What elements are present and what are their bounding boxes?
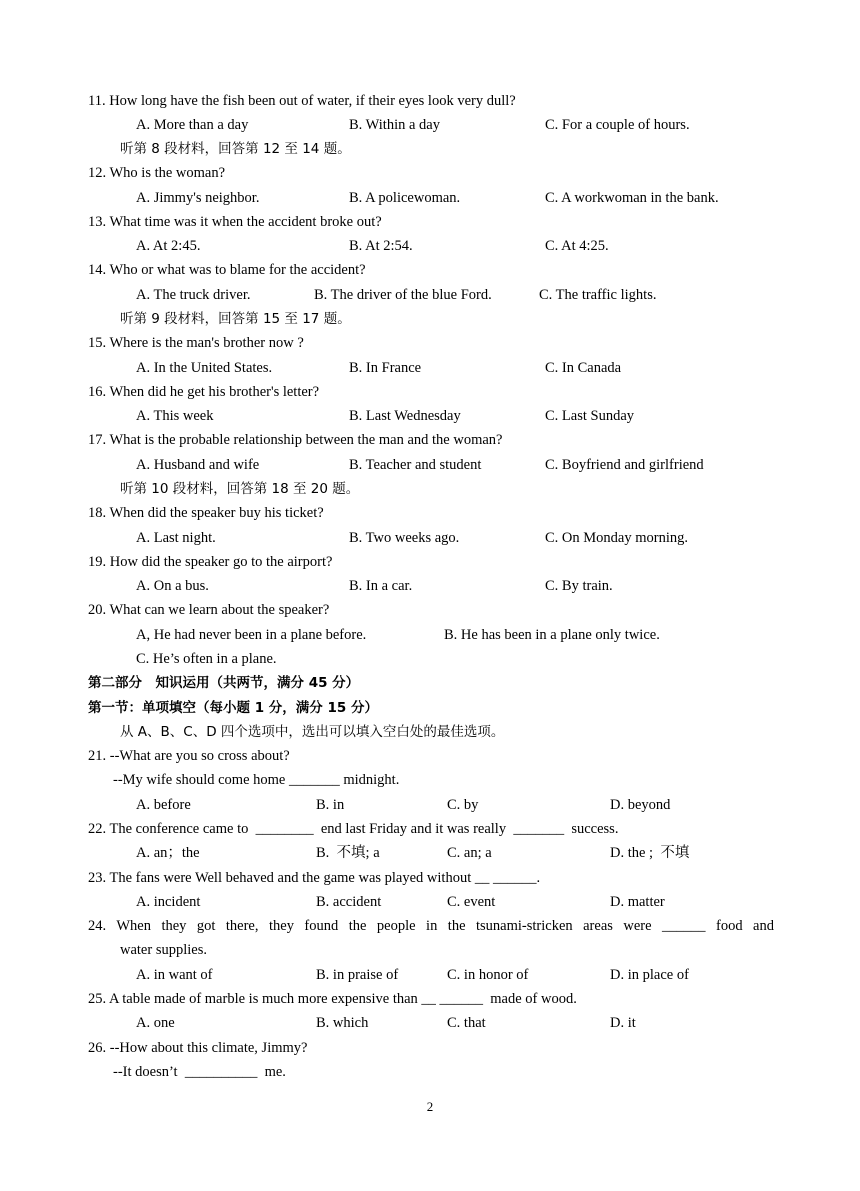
question-16: 16. When did he get his brother's letter? [88,384,320,400]
question-21: 21. --What are you so cross about? [88,748,290,764]
q11-option-b: B. Within a day [349,117,440,133]
q25-option-d: D. it [610,1015,636,1031]
q17-option-c: C. Boyfriend and girlfriend [545,457,704,473]
q23-option-c: C. event [447,894,496,910]
q13-option-c: C. At 4:25. [545,238,609,254]
section-8-instruction: 听第 8 段材料，回答第 12 至 14 题。 [120,141,351,157]
q17-option-a: A. Husband and wife [136,457,260,473]
question-15: 15. Where is the man's brother now ? [88,335,304,351]
section-9-instruction: 听第 9 段材料，回答第 15 至 17 题。 [120,311,351,327]
question-23: 23. The fans were Well behaved and the game was played without __ ______. [88,870,541,886]
q24-option-a: A. in want of [136,967,213,983]
q18-option-b: B. Two weeks ago. [349,530,460,546]
q21-option-a: A. before [136,797,191,813]
question-24: 24. When they got there, they found the people in the tsunami-stricken areas were ______ food and [88,918,774,934]
q12-option-c: C. A workwoman in the bank. [545,190,719,206]
question-24-line-2: water supplies. [120,942,207,958]
q15-option-c: C. In Canada [545,360,622,376]
question-11: 11. How long have the fish been out of water, if their eyes look very dull? [88,93,516,109]
q20-option-b: B. He has been in a plane only twice. [444,627,660,643]
q20-option-c: C. He’s often in a plane. [136,651,277,667]
q14-option-a: A. The truck driver. [136,287,251,303]
question-22: 22. The conference came to ________ end last Friday and it was really _______ success. [88,821,619,837]
section-one-instruction: 从 A、B、C、D 四个选项中，选出可以填入空白处的最佳选项。 [120,724,505,740]
section-10-instruction: 听第 10 段材料，回答第 18 至 20 题。 [120,481,360,497]
q13-option-b: B. At 2:54. [349,238,413,254]
q16-option-b: B. Last Wednesday [349,408,461,424]
q20-option-a: A, He had never been in a plane before. [136,627,367,643]
question-25: 25. A table made of marble is much more expensive than __ ______ made of wood. [88,991,577,1007]
q14-option-c: C. The traffic lights. [539,287,657,303]
page-number: 2 [426,1099,434,1114]
q11-option-a: A. More than a day [136,117,249,133]
q24-option-b: B. in praise of [316,967,399,983]
q21-option-d: D. beyond [610,797,671,813]
q21-option-b: B. in [316,797,345,813]
q24-option-d: D. in place of [610,967,689,983]
q19-option-b: B. In a car. [349,578,413,594]
question-26: 26. --How about this climate, Jimmy? [88,1040,308,1056]
q15-option-a: A. In the United States. [136,360,273,376]
q16-option-a: A. This week [136,408,214,424]
section-one-heading: 第一节：单项填空（每小题 1 分，满分 15 分） [88,700,378,716]
question-19: 19. How did the speaker go to the airport? [88,554,333,570]
question-26-line-2: --It doesn’t __________ me. [113,1064,286,1080]
question-12: 12. Who is the woman? [88,165,226,181]
q18-option-a: A. Last night. [136,530,216,546]
q25-option-a: A. one [136,1015,175,1031]
part-two-heading: 第二部分 知识运用（共两节，满分 45 分） [88,675,360,691]
q19-option-a: A. On a bus. [136,578,209,594]
question-17: 17. What is the probable relationship between the man and the woman? [88,432,503,448]
q12-option-a: A. Jimmy's neighbor. [136,190,260,206]
q22-option-b: B. 不填; a [316,845,380,861]
question-21-line-2: --My wife should come home _______ midnight. [113,772,400,788]
q25-option-b: B. which [316,1015,369,1031]
question-18: 18. When did the speaker buy his ticket? [88,505,324,521]
q14-option-b: B. The driver of the blue Ford. [314,287,492,303]
q24-option-c: C. in honor of [447,967,529,983]
q13-option-a: A. At 2:45. [136,238,201,254]
q23-option-b: B. accident [316,894,382,910]
question-20: 20. What can we learn about the speaker? [88,602,330,618]
q22-option-a: A. an；the [136,845,200,861]
q19-option-c: C. By train. [545,578,613,594]
q15-option-b: B. In France [349,360,422,376]
q17-option-b: B. Teacher and student [349,457,482,473]
q12-option-b: B. A policewoman. [349,190,461,206]
q22-option-c: C. an; a [447,845,492,861]
q23-option-d: D. matter [610,894,665,910]
q21-option-c: C. by [447,797,479,813]
q11-option-c: C. For a couple of hours. [545,117,690,133]
q23-option-a: A. incident [136,894,201,910]
question-14: 14. Who or what was to blame for the accident? [88,262,366,278]
question-13: 13. What time was it when the accident broke out? [88,214,382,230]
q16-option-c: C. Last Sunday [545,408,635,424]
q18-option-c: C. On Monday morning. [545,530,688,546]
q22-option-d: D. the ; 不填 [610,845,690,861]
q25-option-c: C. that [447,1015,486,1031]
